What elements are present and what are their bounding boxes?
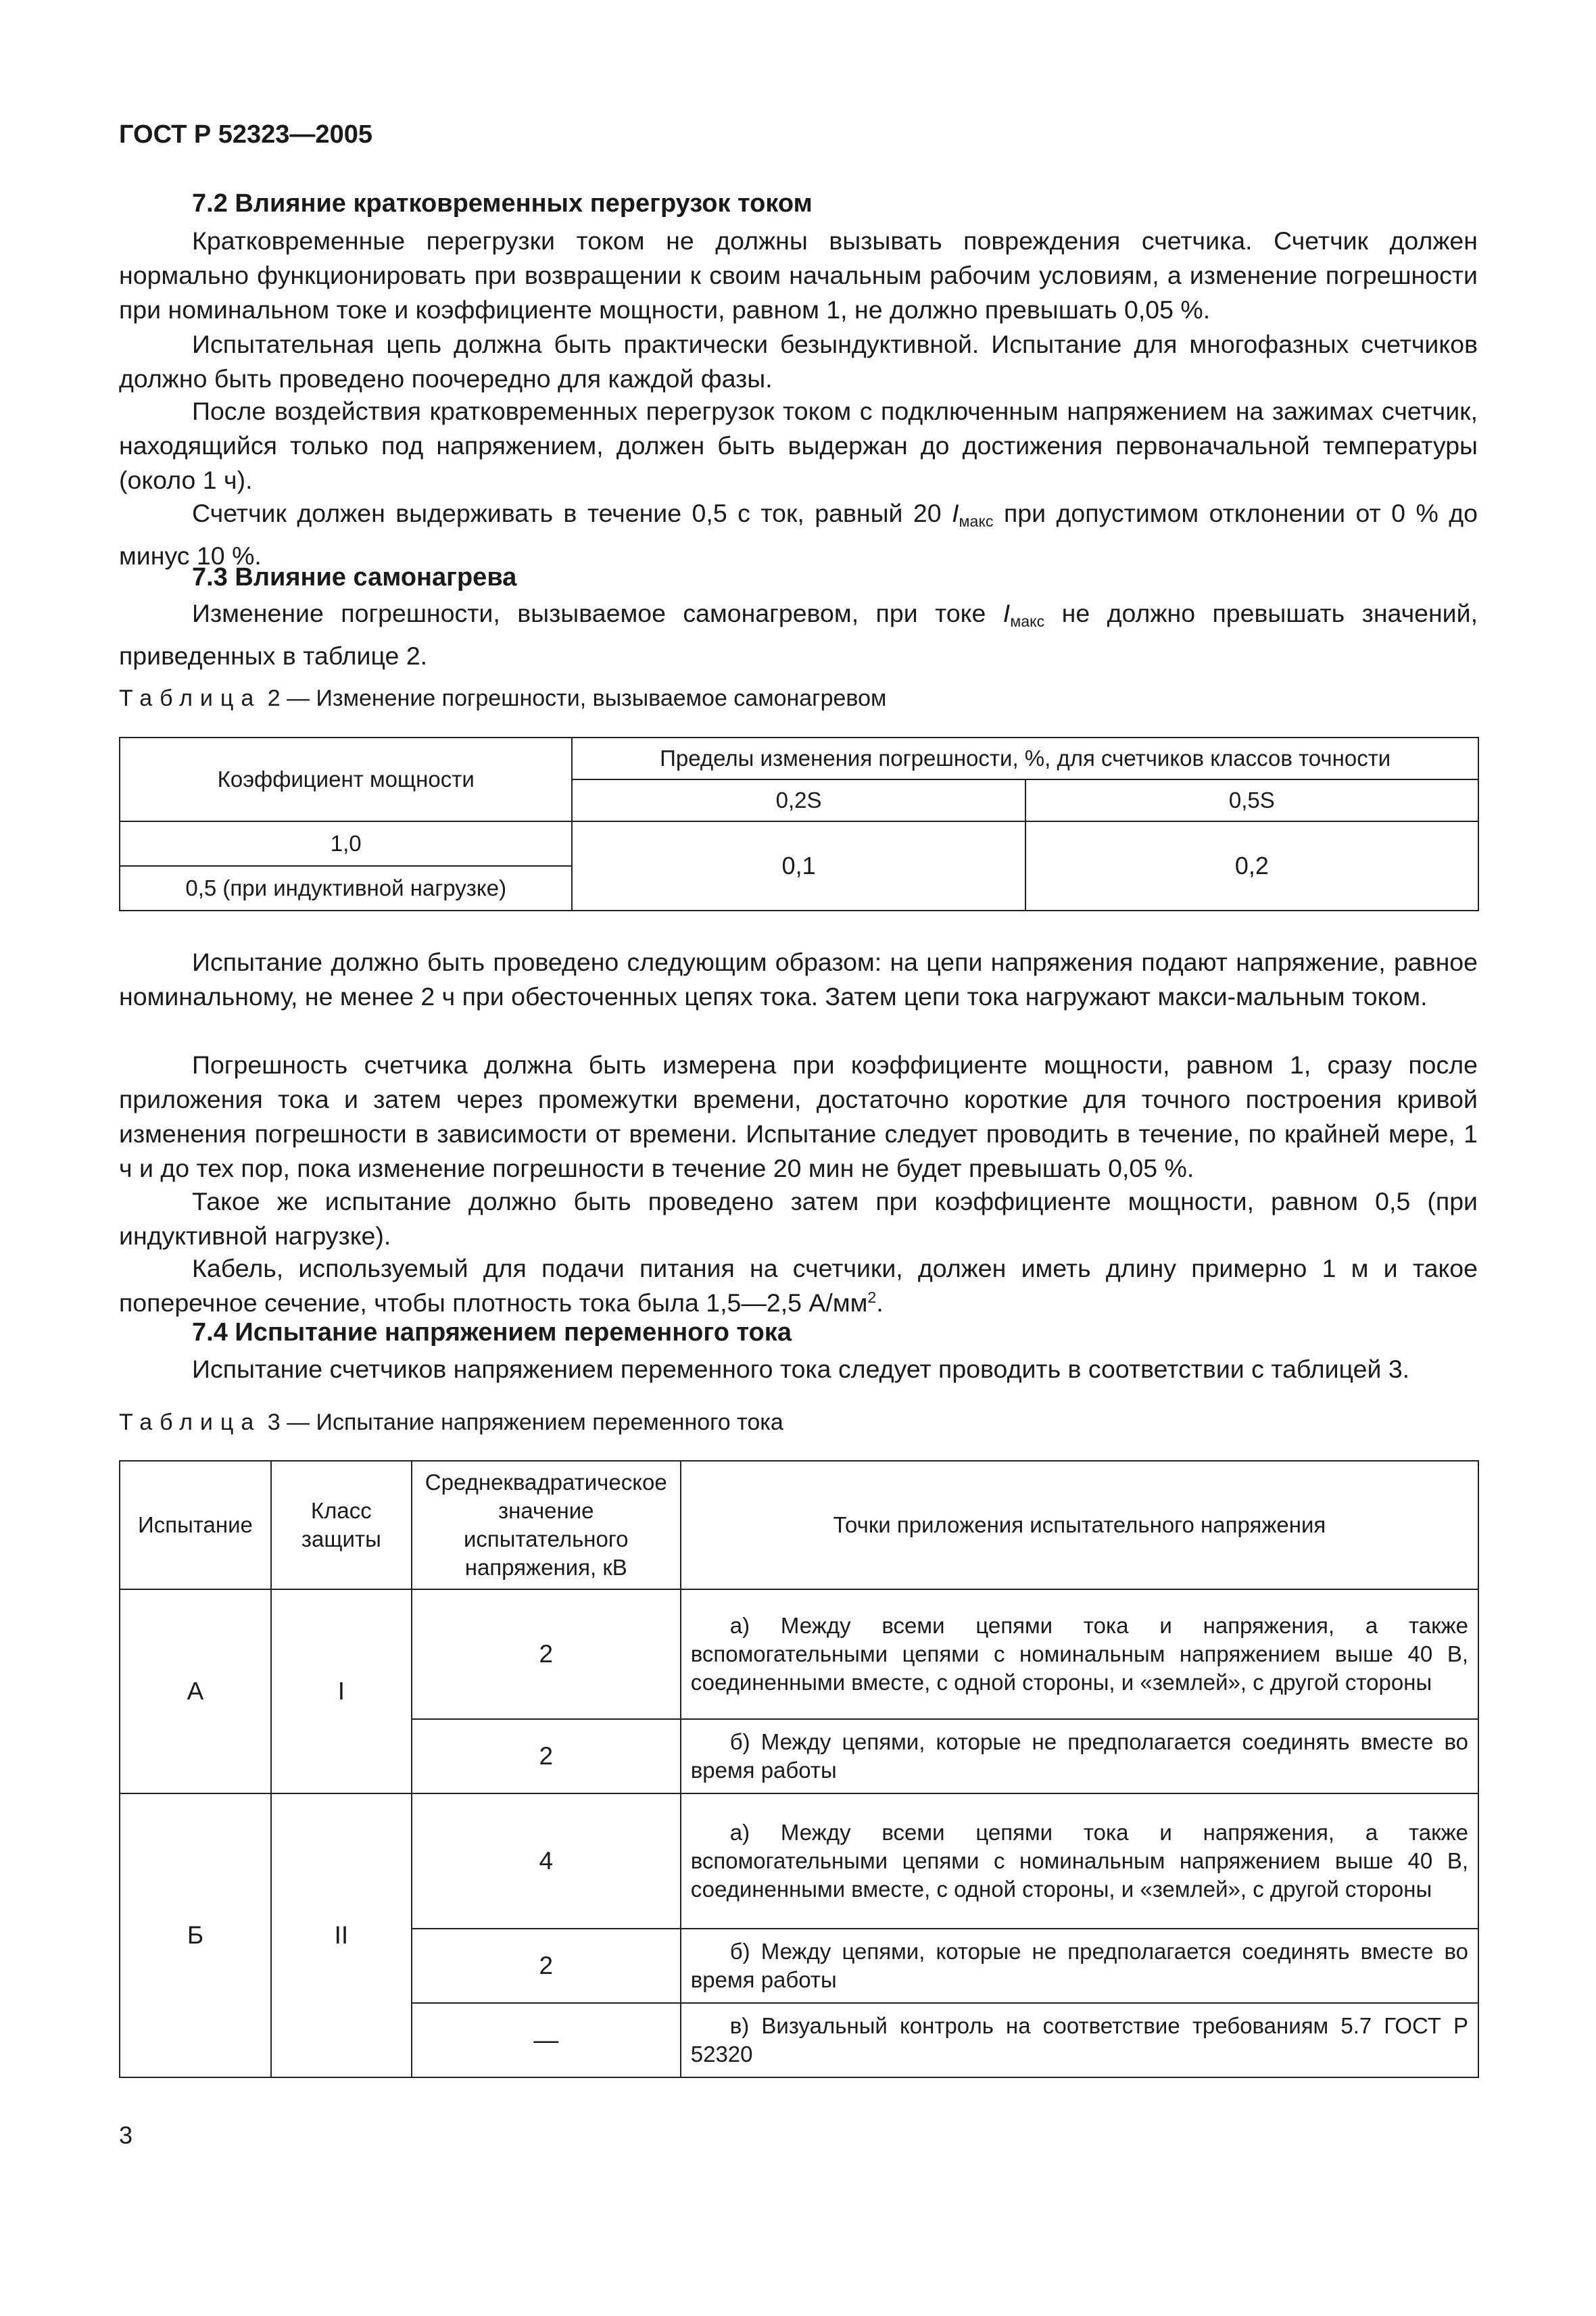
section-7-2-paragraph-4: Счетчик должен выдерживать в течение 0,5 с ток, равный 20 $I_{макс}$ при допустимом отклонении от 0 % до минус 10 %. <box>119 499 1478 570</box>
section-7-4-title: 7.4 Испытание напряжением переменного тока <box>192 1318 792 1347</box>
section-7-2-title: 7.2 Влияние кратковременных перегрузок током <box>192 189 813 218</box>
table-2-header-power-factor: Коэффициент мощности <box>120 738 572 821</box>
table-3-cell-test-a: А <box>120 1589 271 1793</box>
table-3 <box>119 1460 1479 2078</box>
table-2-cell-pf-1-0: 1,0 <box>120 821 572 866</box>
table-2 <box>119 737 1479 911</box>
table-2-header-group: Пределы изменения погрешности, %, для счетчиков классов точности <box>572 738 1478 779</box>
table-3-cell-description: в) Визуальный контроль на соответствие требованиям 5.7 ГОСТ Р 52320 <box>681 2003 1478 2077</box>
table-3-header-application-points: Точки приложения испытательного напряжения <box>681 1461 1478 1589</box>
page-number: 3 <box>119 2121 133 2149</box>
section-7-2-paragraph-1: Кратковременные перегрузки током не должны вызывать повреждения счетчика. Счетчик должен нормально функционировать при возвращении к своим начальным рабочим условиям, а изменение погрешности при номинальном токе и коэффициенте мощности, равном 1, не должно превышать 0,05 %. <box>119 226 1478 324</box>
table-2-cell-value-0-2s: 0,1 <box>572 821 1025 911</box>
section-7-3-paragraph-4: Такое же испытание должно быть проведено затем при коэффициенте мощности, равном 0,5 (при индуктивной нагрузке). <box>119 1187 1478 1250</box>
table-3-header-test: Испытание <box>120 1461 271 1589</box>
table-3-cell-voltage: 2 <box>412 1719 681 1793</box>
section-7-2-paragraph-3: После воздействия кратковременных перегрузок током с подключенным напряжением на зажимах счетчик, находящийся только под напряжением, должен быть выдержан до достижения первоначальной температуры (около 1 ч). <box>119 397 1478 494</box>
table-3-header-protection-class: Класс защиты <box>271 1461 412 1589</box>
table-3-cell-description: б) Между цепями, которые не предполагается соединять вместе во время работы <box>681 1929 1478 2003</box>
table-2-cell-pf-0-5: 0,5 (при индуктивной нагрузке) <box>120 866 572 911</box>
table-2-cell-value-0-5s: 0,2 <box>1025 821 1478 911</box>
table-3-cell-class-ii: II <box>271 1793 412 2077</box>
section-7-3-paragraph-2: Испытание должно быть проведено следующим образом: на цепи напряжения подают напряжение, равное номинальному, не менее 2 ч при обесточенных цепях тока. Затем цепи тока нагружают макси-мальным током. <box>119 948 1478 1011</box>
table-3-cell-description: б) Между цепями, которые не предполагается соединять вместе во время работы <box>681 1719 1478 1793</box>
table-3-cell-voltage: 2 <box>412 1589 681 1719</box>
table-3-cell-voltage: — <box>412 2003 681 2077</box>
table-3-cell-description: а) Между всеми цепями тока и напряжения, а также вспомогательными цепями с номинальным напряжением выше 40 В, соединенными вместе, с одной стороны, и «землей», с другой стороны <box>681 1589 1478 1719</box>
section-7-3-title: 7.3 Влияние самонагрева <box>192 563 517 592</box>
table-3-cell-class-i: I <box>271 1589 412 1793</box>
section-7-2-paragraph-2: Испытательная цепь должна быть практически безындуктивной. Испытание для многофазных счетчиков должно быть проведено поочередно для каждой фазы. <box>119 330 1478 393</box>
document-header: ГОСТ Р 52323—2005 <box>119 120 372 149</box>
section-7-3-paragraph-1: Изменение погрешности, вызываемое самонагревом, при токе $I_{макс}$ не должно превышать значений, приведенных в таблице 2. <box>119 599 1478 670</box>
table-3-header-rms-voltage: Среднеквадратическое значение испытательного напряжения, кВ <box>412 1461 681 1589</box>
section-7-3-paragraph-3: Погрешность счетчика должна быть измерена при коэффициенте мощности, равном 1, сразу после приложения тока и затем через промежутки времени, достаточно короткие для точного построения кривой изменения погрешности в зависимости от времени. Испытание следует проводить в течение, по крайней мере, 1 ч и до тех пор, пока изменение погрешности в течение 20 мин не будет превышать 0,05 %. <box>119 1051 1478 1182</box>
table-2-caption: Таблица 2 — Изменение погрешности, вызываемое самонагревом <box>119 685 887 711</box>
table-2-header-class-0-5s: 0,5S <box>1025 779 1478 821</box>
table-2-header-class-0-2s: 0,2S <box>572 779 1025 821</box>
table-3-caption: Таблица 3 — Испытание напряжением переменного тока <box>119 1409 783 1435</box>
section-7-4-paragraph-1: Испытание счетчиков напряжением переменного тока следует проводить в соответствии с таблицей 3. <box>192 1355 1410 1383</box>
table-3-cell-test-b: Б <box>120 1793 271 2077</box>
table-3-cell-voltage: 2 <box>412 1929 681 2003</box>
section-7-3-paragraph-5: Кабель, используемый для подачи питания на счетчики, должен иметь длину примерно 1 м и такое поперечное сечение, чтобы плотность тока была 1,5—2,5 $А/мм^2$. <box>119 1254 1478 1317</box>
table-3-cell-description: а) Между всеми цепями тока и напряжения, а также вспомогательными цепями с номинальным напряжением выше 40 В, соединенными вместе, с одной стороны, и «землей», с другой стороны <box>681 1793 1478 1929</box>
table-3-cell-voltage: 4 <box>412 1793 681 1929</box>
